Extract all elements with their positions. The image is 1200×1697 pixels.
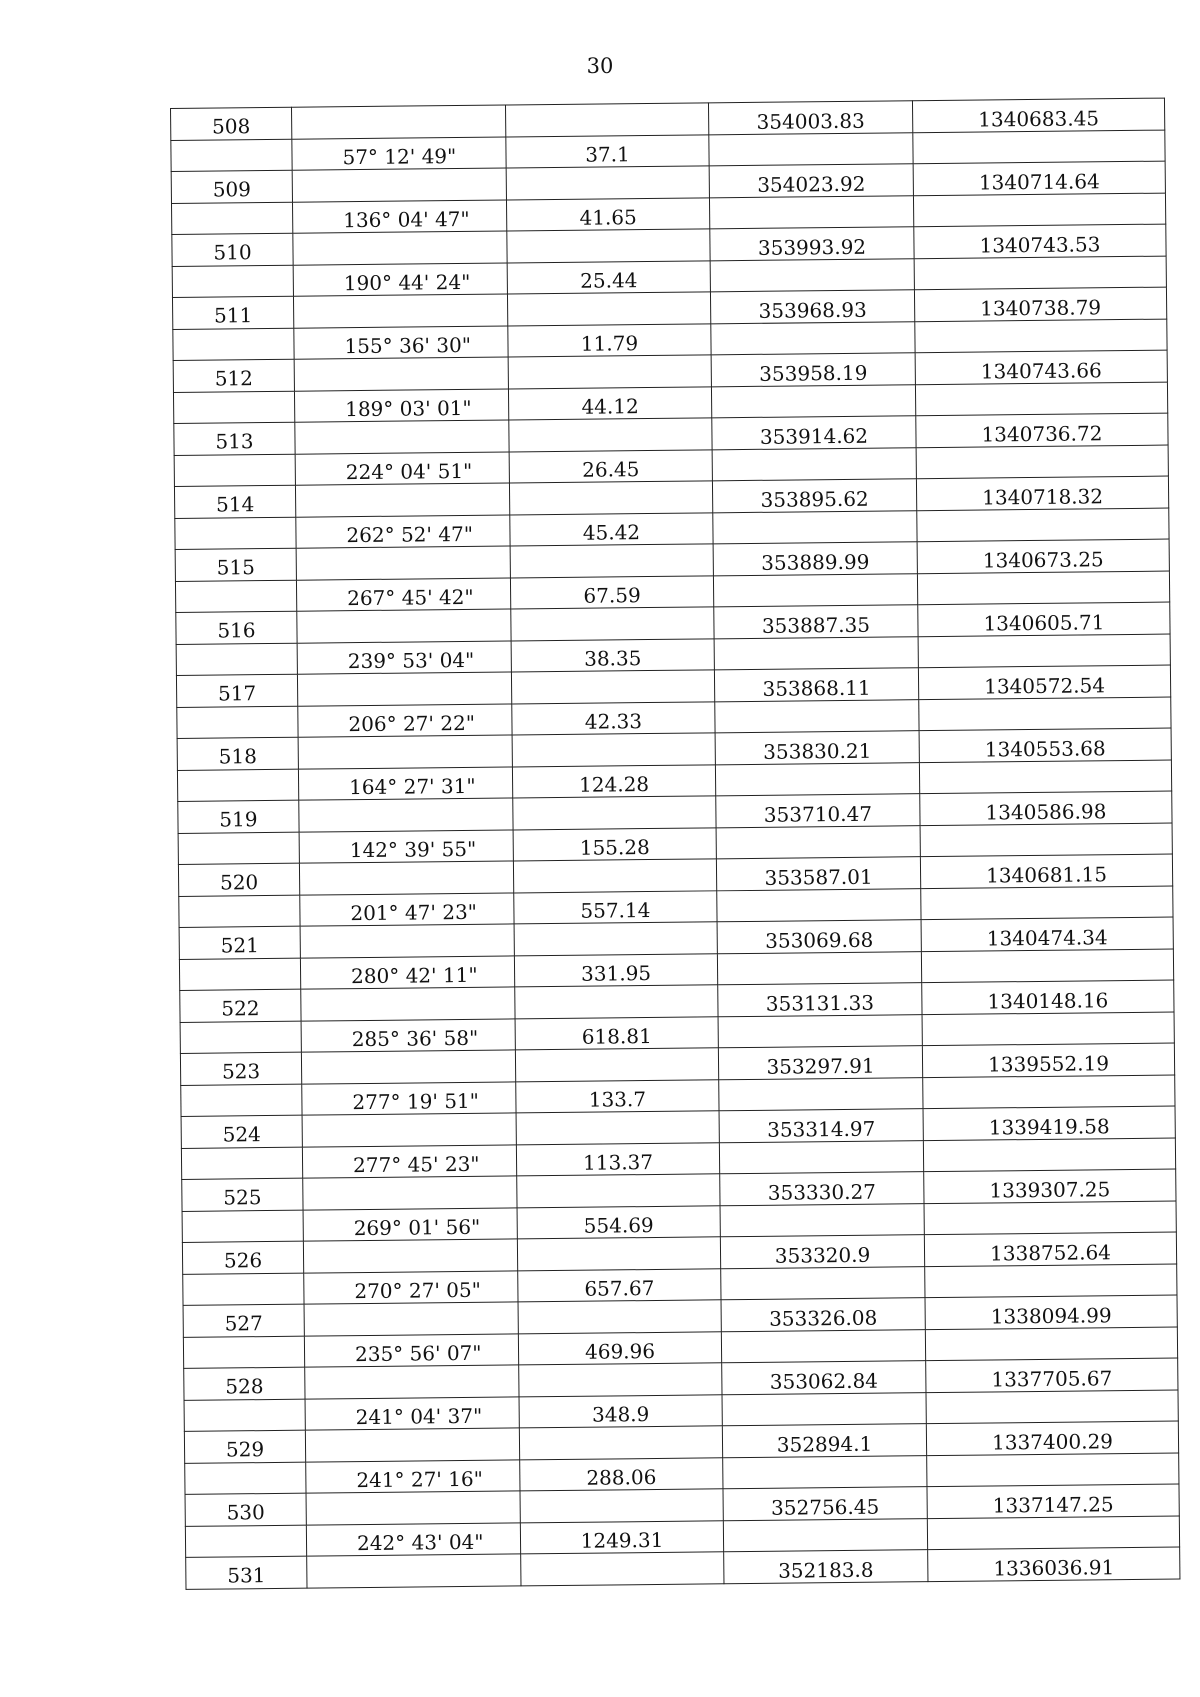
- northing-cell-empty: [712, 448, 916, 481]
- distance-cell: 331.95: [514, 954, 717, 987]
- distance-cell-empty: [509, 418, 712, 452]
- bearing-cell-empty: [303, 1176, 517, 1210]
- station-cell-empty: [181, 1147, 302, 1179]
- northing-cell-empty: [717, 889, 921, 922]
- distance-cell: 1249.31: [520, 1521, 723, 1554]
- bearing-cell: 57° 12' 49": [292, 137, 506, 170]
- station-cell: 526: [182, 1241, 303, 1274]
- distance-cell: 469.96: [518, 1332, 721, 1365]
- bearing-cell-empty: [300, 924, 514, 958]
- station-cell: 525: [182, 1178, 303, 1211]
- distance-cell: 45.42: [510, 513, 713, 546]
- northing-cell-empty: [711, 385, 915, 418]
- northing-cell-empty: [717, 952, 921, 985]
- easting-cell: 1340605.71: [918, 602, 1170, 637]
- easting-cell: 1340681.15: [920, 854, 1172, 889]
- northing-cell-empty: [716, 826, 920, 859]
- easting-cell: 1340743.53: [914, 224, 1166, 259]
- easting-cell: 1340572.54: [918, 665, 1170, 700]
- easting-cell-empty: [923, 1138, 1175, 1172]
- distance-cell-empty: [512, 733, 715, 767]
- northing-cell: 353914.62: [712, 416, 916, 450]
- distance-cell: 657.67: [518, 1269, 721, 1302]
- bearing-cell-empty: [301, 987, 515, 1021]
- distance-cell-empty: [513, 859, 716, 893]
- easting-cell-empty: [921, 886, 1173, 920]
- northing-cell: 353062.84: [722, 1361, 926, 1395]
- bearing-cell-empty: [295, 483, 509, 517]
- easting-cell: 1340718.32: [916, 476, 1168, 511]
- bearing-cell-empty: [305, 1428, 519, 1462]
- northing-cell: 353326.08: [721, 1298, 925, 1332]
- northing-cell: 353587.01: [716, 857, 920, 891]
- northing-cell: 353710.47: [716, 794, 920, 828]
- station-cell: 528: [184, 1367, 305, 1400]
- bearing-cell-empty: [294, 357, 508, 391]
- distance-cell: 41.65: [506, 198, 709, 231]
- northing-cell: 353895.62: [712, 479, 916, 513]
- bearing-cell-empty: [293, 231, 507, 265]
- bearing-cell: 242° 43' 04": [306, 1523, 520, 1556]
- northing-cell: 353297.91: [718, 1046, 922, 1080]
- distance-cell: 37.1: [506, 135, 709, 168]
- distance-cell-empty: [513, 796, 716, 830]
- station-cell-empty: [185, 1462, 306, 1494]
- bearing-cell-empty: [293, 294, 507, 328]
- distance-cell: 557.14: [514, 891, 717, 924]
- easting-cell-empty: [925, 1327, 1177, 1361]
- easting-cell-empty: [919, 697, 1171, 731]
- distance-cell: 26.45: [509, 450, 712, 483]
- northing-cell: 354003.83: [708, 101, 912, 135]
- easting-cell-empty: [916, 445, 1168, 479]
- station-cell-empty: [184, 1399, 305, 1431]
- distance-cell: 348.9: [519, 1395, 722, 1428]
- distance-cell: 288.06: [520, 1458, 723, 1491]
- distance-cell-empty: [519, 1426, 722, 1460]
- easting-cell-empty: [919, 760, 1171, 794]
- distance-cell: 124.28: [512, 765, 715, 798]
- bearing-cell: 155° 36' 30": [294, 326, 508, 359]
- distance-cell: 133.7: [516, 1080, 719, 1113]
- bearing-cell-empty: [291, 105, 505, 139]
- northing-cell-empty: [715, 763, 919, 796]
- northing-cell: 353889.99: [713, 542, 917, 576]
- bearing-cell: 235° 56' 07": [304, 1334, 518, 1367]
- station-cell-empty: [183, 1336, 304, 1368]
- easting-cell-empty: [924, 1201, 1176, 1235]
- easting-cell-empty: [917, 571, 1169, 605]
- distance-cell: 155.28: [513, 828, 716, 861]
- easting-cell: 1340714.64: [913, 161, 1165, 196]
- station-cell: 515: [175, 548, 296, 581]
- station-cell: 521: [179, 926, 300, 959]
- northing-cell-empty: [709, 133, 913, 166]
- distance-cell-empty: [516, 1111, 719, 1145]
- easting-cell: 1340673.25: [917, 539, 1169, 574]
- northing-cell-empty: [710, 259, 914, 292]
- easting-cell: 1340586.98: [920, 791, 1172, 826]
- bearing-cell-empty: [296, 546, 510, 580]
- northing-cell: 353868.11: [714, 668, 918, 702]
- bearing-cell: 269° 01' 56": [303, 1208, 517, 1241]
- easting-cell: 1340553.68: [919, 728, 1171, 763]
- station-cell-empty: [172, 202, 293, 234]
- easting-cell: 1337705.67: [926, 1358, 1178, 1393]
- northing-cell: 353887.35: [714, 605, 918, 639]
- northing-cell: 353993.92: [710, 227, 914, 261]
- bearing-cell-empty: [302, 1113, 516, 1147]
- station-cell-empty: [175, 517, 296, 549]
- station-cell: 527: [183, 1304, 304, 1337]
- easting-cell: 1340148.16: [922, 980, 1174, 1015]
- bearing-cell: 262° 52' 47": [296, 515, 510, 548]
- station-cell-empty: [179, 958, 300, 990]
- distance-cell-empty: [521, 1552, 724, 1586]
- easting-cell: 1337400.29: [926, 1421, 1178, 1456]
- station-cell: 530: [185, 1493, 306, 1526]
- station-cell: 512: [173, 359, 294, 392]
- bearing-cell: 206° 27' 22": [298, 704, 512, 737]
- bearing-cell: 224° 04' 51": [295, 452, 509, 485]
- station-cell: 522: [180, 989, 301, 1022]
- bearing-cell: 277° 45' 23": [302, 1145, 516, 1178]
- easting-cell-empty: [926, 1390, 1178, 1424]
- northing-cell-empty: [709, 196, 913, 229]
- distance-cell-empty: [506, 166, 709, 200]
- northing-cell-empty: [721, 1330, 925, 1363]
- easting-cell: 1340738.79: [914, 287, 1166, 322]
- bearing-cell-empty: [297, 609, 511, 643]
- station-cell-empty: [178, 832, 299, 864]
- bearing-cell: 270° 27' 05": [304, 1271, 518, 1304]
- distance-cell-empty: [515, 985, 718, 1019]
- northing-cell-empty: [721, 1267, 925, 1300]
- distance-cell: 113.37: [516, 1143, 719, 1176]
- easting-cell-empty: [915, 319, 1167, 353]
- easting-cell-empty: [927, 1516, 1179, 1550]
- bearing-cell: 190° 44' 24": [293, 263, 507, 296]
- northing-cell-empty: [711, 322, 915, 355]
- easting-cell: 1338752.64: [924, 1232, 1176, 1267]
- station-cell-empty: [176, 643, 297, 675]
- bearing-cell-empty: [298, 735, 512, 769]
- distance-cell: 618.81: [515, 1017, 718, 1050]
- northing-cell-empty: [720, 1204, 924, 1237]
- northing-cell-empty: [719, 1141, 923, 1174]
- bearing-cell: 201° 47' 23": [300, 893, 514, 926]
- page-number: 30: [586, 54, 614, 78]
- station-cell: 513: [174, 422, 295, 455]
- northing-cell-empty: [723, 1519, 927, 1552]
- easting-cell: 1336036.91: [928, 1547, 1180, 1582]
- distance-cell-empty: [514, 922, 717, 956]
- bearing-cell-empty: [306, 1491, 520, 1525]
- bearing-cell-empty: [297, 672, 511, 706]
- distance-cell-empty: [519, 1363, 722, 1397]
- bearing-cell: 142° 39' 55": [299, 830, 513, 863]
- distance-cell: 44.12: [508, 387, 711, 420]
- station-cell: 517: [176, 674, 297, 707]
- easting-cell-empty: [917, 508, 1169, 542]
- easting-cell: 1338094.99: [925, 1295, 1177, 1330]
- northing-cell-empty: [723, 1456, 927, 1489]
- northing-cell: 353958.19: [711, 353, 915, 387]
- northing-cell: 353131.33: [718, 983, 922, 1017]
- station-cell-empty: [177, 769, 298, 801]
- northing-cell-empty: [718, 1015, 922, 1048]
- easting-cell-empty: [920, 823, 1172, 857]
- bearing-cell: 267° 45' 42": [296, 578, 510, 611]
- distance-cell-empty: [517, 1174, 720, 1208]
- distance-cell: 554.69: [517, 1206, 720, 1239]
- northing-cell-empty: [713, 574, 917, 607]
- traverse-table: [170, 98, 1180, 1590]
- northing-cell-empty: [722, 1393, 926, 1426]
- easting-cell: 1339419.58: [923, 1106, 1175, 1141]
- station-cell-empty: [175, 580, 296, 612]
- easting-cell-empty: [927, 1453, 1179, 1487]
- bearing-cell-empty: [303, 1239, 517, 1273]
- bearing-cell-empty: [307, 1554, 521, 1588]
- northing-cell: 352183.8: [724, 1550, 928, 1584]
- bearing-cell-empty: [299, 861, 513, 895]
- station-cell-empty: [183, 1273, 304, 1305]
- distance-cell: 38.35: [511, 639, 714, 672]
- distance-cell-empty: [511, 607, 714, 641]
- station-cell: 524: [181, 1115, 302, 1148]
- distance-cell-empty: [518, 1300, 721, 1334]
- station-cell: 508: [171, 107, 292, 140]
- easting-cell: 1340683.45: [912, 98, 1164, 133]
- station-cell-empty: [173, 391, 294, 423]
- bearing-cell-empty: [292, 168, 506, 202]
- bearing-cell-empty: [304, 1302, 518, 1336]
- northing-cell-empty: [714, 637, 918, 670]
- easting-cell-empty: [915, 382, 1167, 416]
- distance-cell-empty: [515, 1048, 718, 1082]
- bearing-cell-empty: [301, 1050, 515, 1084]
- bearing-cell: 164° 27' 31": [298, 767, 512, 800]
- bearing-cell: 136° 04' 47": [292, 200, 506, 233]
- easting-cell-empty: [913, 193, 1165, 227]
- bearing-cell: 241° 04' 37": [305, 1397, 519, 1430]
- easting-cell-empty: [925, 1264, 1177, 1298]
- bearing-cell: 241° 27' 16": [306, 1460, 520, 1493]
- northing-cell-empty: [715, 700, 919, 733]
- easting-cell: 1339307.25: [924, 1169, 1176, 1204]
- bearing-cell-empty: [305, 1365, 519, 1399]
- northing-cell: 353314.97: [719, 1109, 923, 1143]
- station-cell-empty: [172, 265, 293, 297]
- distance-cell-empty: [511, 670, 714, 704]
- station-cell: 520: [178, 863, 299, 896]
- distance-cell: 25.44: [507, 261, 710, 294]
- station-cell-empty: [181, 1084, 302, 1116]
- northing-cell-empty: [713, 511, 917, 544]
- distance-cell: 42.33: [512, 702, 715, 735]
- easting-cell-empty: [921, 949, 1173, 983]
- bearing-cell-empty: [299, 798, 513, 832]
- station-cell-empty: [180, 1021, 301, 1053]
- bearing-cell: 189° 03' 01": [294, 389, 508, 422]
- distance-cell-empty: [510, 544, 713, 578]
- distance-cell-empty: [507, 292, 710, 326]
- station-cell: 519: [178, 800, 299, 833]
- northing-cell: 353330.27: [720, 1172, 924, 1206]
- easting-cell: 1337147.25: [927, 1484, 1179, 1519]
- easting-cell-empty: [913, 130, 1165, 164]
- station-cell: 509: [171, 170, 292, 203]
- easting-cell-empty: [922, 1012, 1174, 1046]
- northing-cell-empty: [719, 1078, 923, 1111]
- bearing-cell: 285° 36' 58": [301, 1019, 515, 1052]
- station-cell: 529: [184, 1430, 305, 1463]
- easting-cell: 1340743.66: [915, 350, 1167, 385]
- station-cell-empty: [182, 1210, 303, 1242]
- bearing-cell: 239° 53' 04": [297, 641, 511, 674]
- station-cell: 516: [176, 611, 297, 644]
- northing-cell: 352756.45: [723, 1487, 927, 1521]
- northing-cell: 354023.92: [709, 164, 913, 198]
- distance-cell-empty: [508, 355, 711, 389]
- bearing-cell: 280° 42' 11": [300, 956, 514, 989]
- distance-cell-empty: [505, 103, 708, 137]
- station-cell-empty: [185, 1525, 306, 1557]
- northing-cell: 353320.9: [720, 1235, 924, 1269]
- northing-cell: 353830.21: [715, 731, 919, 765]
- northing-cell: 352894.1: [722, 1424, 926, 1458]
- station-cell-empty: [174, 454, 295, 486]
- distance-cell-empty: [520, 1489, 723, 1523]
- easting-cell-empty: [923, 1075, 1175, 1109]
- station-cell-empty: [173, 328, 294, 360]
- distance-cell-empty: [509, 481, 712, 515]
- station-cell-empty: [179, 895, 300, 927]
- station-cell: 523: [180, 1052, 301, 1085]
- station-cell: 518: [177, 737, 298, 770]
- distance-cell: 67.59: [510, 576, 713, 609]
- distance-cell: 11.79: [508, 324, 711, 357]
- bearing-cell-empty: [295, 420, 509, 454]
- table-body: [171, 98, 1180, 1589]
- station-cell-empty: [177, 706, 298, 738]
- station-cell: 531: [186, 1556, 307, 1589]
- station-cell: 514: [174, 485, 295, 518]
- easting-cell-empty: [918, 634, 1170, 668]
- easting-cell: 1340736.72: [916, 413, 1168, 448]
- easting-cell: 1340474.34: [921, 917, 1173, 952]
- bearing-cell: 277° 19' 51": [302, 1082, 516, 1115]
- station-cell: 510: [172, 233, 293, 266]
- distance-cell-empty: [507, 229, 710, 263]
- station-cell: 511: [172, 296, 293, 329]
- easting-cell-empty: [914, 256, 1166, 290]
- northing-cell: 353069.68: [717, 920, 921, 954]
- station-cell-empty: [171, 139, 292, 171]
- distance-cell-empty: [517, 1237, 720, 1271]
- northing-cell: 353968.93: [710, 290, 914, 324]
- easting-cell: 1339552.19: [922, 1043, 1174, 1078]
